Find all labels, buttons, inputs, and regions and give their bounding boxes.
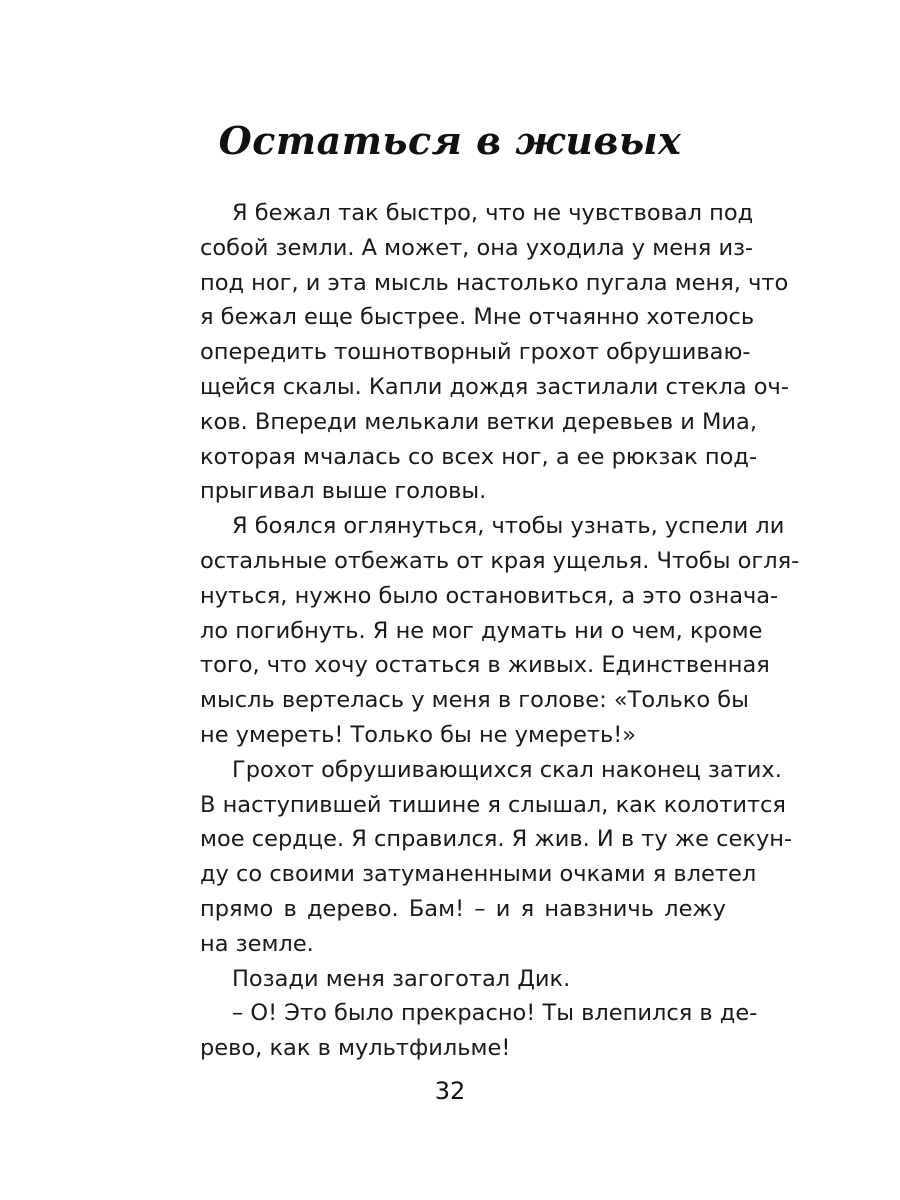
text-line: собой земли. А может, она уходила у меня из- <box>200 234 754 261</box>
body-text <box>200 196 800 1066</box>
text-line: под ног, и эта мысль настолько пугала меня, что <box>200 269 789 296</box>
text-lines <box>200 196 800 1066</box>
text-line: прыгивал выше головы. <box>200 478 487 505</box>
text-line: Грохот обрушивающихся скал наконец затих. <box>232 756 782 783</box>
text-line: не умереть! Только бы не умереть!» <box>200 721 637 748</box>
page-number: 32 <box>434 1077 466 1105</box>
chapter-title: Остаться в живых <box>218 118 682 163</box>
text-line: – О! Это было прекрасно! Ты влепился в де- <box>232 1000 758 1027</box>
text-line: остальные отбежать от края ущелья. Чтобы огля- <box>200 547 800 574</box>
text-line: ков. Впереди мелькали ветки деревьев и Миа, <box>200 408 757 435</box>
text-line: ду со своими затуманенными очками я влетел <box>200 861 757 888</box>
text-line: того, что хочу остаться в живых. Единственная <box>200 652 770 679</box>
text-line: на земле. <box>200 930 314 957</box>
text-line: опередить тошнотворный грохот обрушиваю- <box>200 339 751 366</box>
text-line: прямо в дерево. Бам! – и я навзничь лежу <box>200 895 726 922</box>
text-line: которая мчалась со всех ног, а ее рюкзак под- <box>200 443 758 470</box>
text-line: нуться, нужно было остановиться, а это означа- <box>200 582 779 609</box>
text-line: рево, как в мультфильме! <box>200 1035 511 1062</box>
text-line: мое сердце. Я справился. Я жив. И в ту же секун- <box>200 826 793 853</box>
text-line: ло погибнуть. Я не мог думать ни о чем, кроме <box>200 617 763 644</box>
text-line: мысль вертелась у меня в голове: «Только бы <box>200 687 749 714</box>
text-line: я бежал еще быстрее. Мне отчаянно хотелось <box>200 304 755 331</box>
text-line: В наступившей тишине я слышал, как колотится <box>200 791 786 818</box>
text-line: щейся скалы. Капли дождя застилали стекла оч- <box>200 373 789 400</box>
text-line: Я бежал так быстро, что не чувствовал под <box>232 200 754 226</box>
text-line: Позади меня загоготал Дик. <box>232 965 571 992</box>
text-line: Я боялся оглянуться, чтобы узнать, успели ли <box>232 513 785 540</box>
